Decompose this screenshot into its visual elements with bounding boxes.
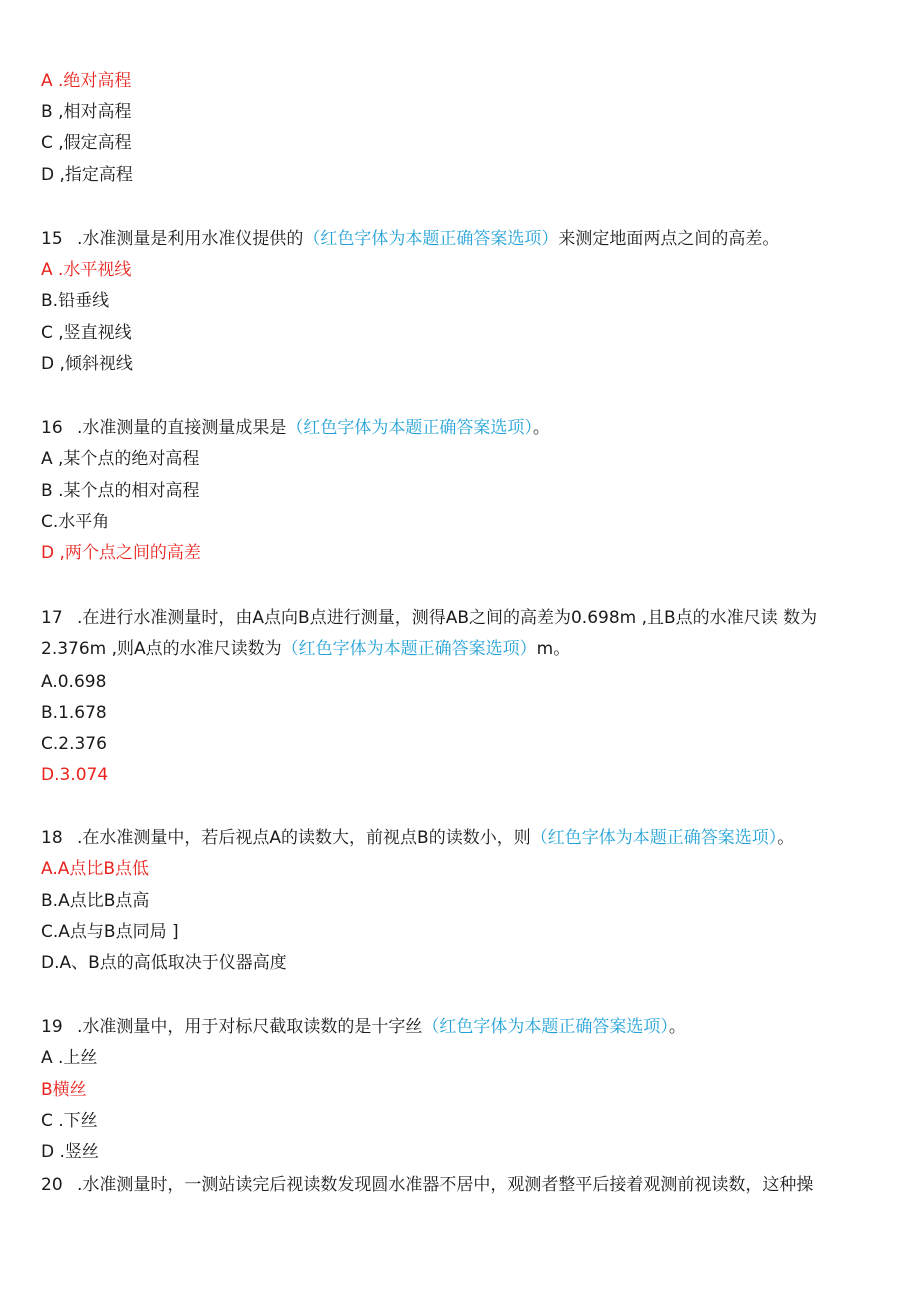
q15-stem-tail: 来测定地面两点之间的高差。: [558, 229, 780, 249]
q15-stem-text: .水准测量是利用水准仪提供的: [77, 229, 304, 249]
question-number: 16: [41, 418, 63, 438]
q17-option-a: A.0.698: [41, 672, 107, 692]
q18-option-c: C.A点与B点同局 ]: [41, 922, 179, 942]
q15-option-a: A .水平视线: [41, 260, 132, 280]
q17-stem-text: .在进行水准测量时，由A点向B点进行测量，测得AB之间的高差为0.698m ,且B点的水准尺读 数为: [77, 608, 818, 628]
q18-stem-tail: 。: [777, 828, 795, 848]
q14-option-d: D ,指定高程: [41, 165, 133, 185]
q19-option-a: A .上丝: [41, 1048, 98, 1068]
q19-option-b: B横丝: [41, 1080, 87, 1100]
q17-option-c: C.2.376: [41, 734, 107, 754]
q16-option-c: C.水平角: [41, 512, 110, 532]
q16-stem-tail: 。: [532, 418, 550, 438]
q20-stem-text: .水准测量时，一测站读完后视读数发现圆水准器不居中，观测者整平后接着观测前视读数，这种操: [77, 1175, 814, 1195]
q19-option-d: D .竖丝: [41, 1142, 99, 1162]
q19-stem: [41, 1015, 686, 1039]
q18-option-d: D.A、B点的高低取决于仪器高度: [41, 953, 287, 973]
q16-stem: [41, 416, 550, 440]
q17-option-b: B.1.678: [41, 703, 107, 723]
q18-stem-text: .在水准测量中，若后视点A的读数大，前视点B的读数小，则: [77, 828, 531, 848]
q17-answer-hint: （红色字体为本题正确答案选项）: [281, 639, 537, 659]
q19-stem-text: .水准测量中，用于对标尺截取读数的是十字丝: [77, 1017, 423, 1037]
q19-option-c: C .下丝: [41, 1111, 98, 1131]
q17-option-d: D.3.074: [41, 765, 109, 785]
question-number: 20: [41, 1175, 63, 1195]
q17-stem-line2: [41, 637, 570, 661]
q18-stem: [41, 826, 794, 850]
q14-option-b: B ,相对高程: [41, 102, 132, 122]
q14-option-a: A .绝对高程: [41, 71, 132, 91]
q18-option-a: A.A点比B点低: [41, 859, 150, 879]
question-number: 18: [41, 828, 63, 848]
q16-option-b: B .某个点的相对高程: [41, 481, 200, 501]
q16-stem-text: .水准测量的直接测量成果是: [77, 418, 287, 438]
q16-answer-hint: （红色字体为本题正确答案选项）: [286, 418, 533, 438]
q17-stem-line1: [41, 606, 817, 630]
q19-stem-tail: 。: [668, 1017, 686, 1037]
q16-option-d: D ,两个点之间的高差: [41, 543, 201, 563]
q17-stem-tail: m。: [536, 639, 571, 659]
q18-option-b: B.A点比B点高: [41, 891, 150, 911]
q20-stem: [41, 1173, 813, 1197]
q15-stem: [41, 227, 779, 251]
q19-answer-hint: （红色字体为本题正确答案选项）: [422, 1017, 669, 1037]
question-number: 15: [41, 229, 63, 249]
q14-option-c: C ,假定高程: [41, 133, 132, 153]
q17-stem-text-2: 2.376m ,则A点的水准尺读数为: [41, 639, 282, 659]
q16-option-a: A ,某个点的绝对高程: [41, 449, 200, 469]
q15-option-d: D ,倾斜视线: [41, 354, 133, 374]
q15-answer-hint: （红色字体为本题正确答案选项）: [303, 229, 559, 249]
q18-answer-hint: （红色字体为本题正确答案选项）: [530, 828, 778, 848]
q15-option-c: C ,竖直视线: [41, 323, 132, 343]
question-number: 17: [41, 608, 63, 628]
question-number: 19: [41, 1017, 63, 1037]
q15-option-b: B.铅垂线: [41, 291, 110, 311]
